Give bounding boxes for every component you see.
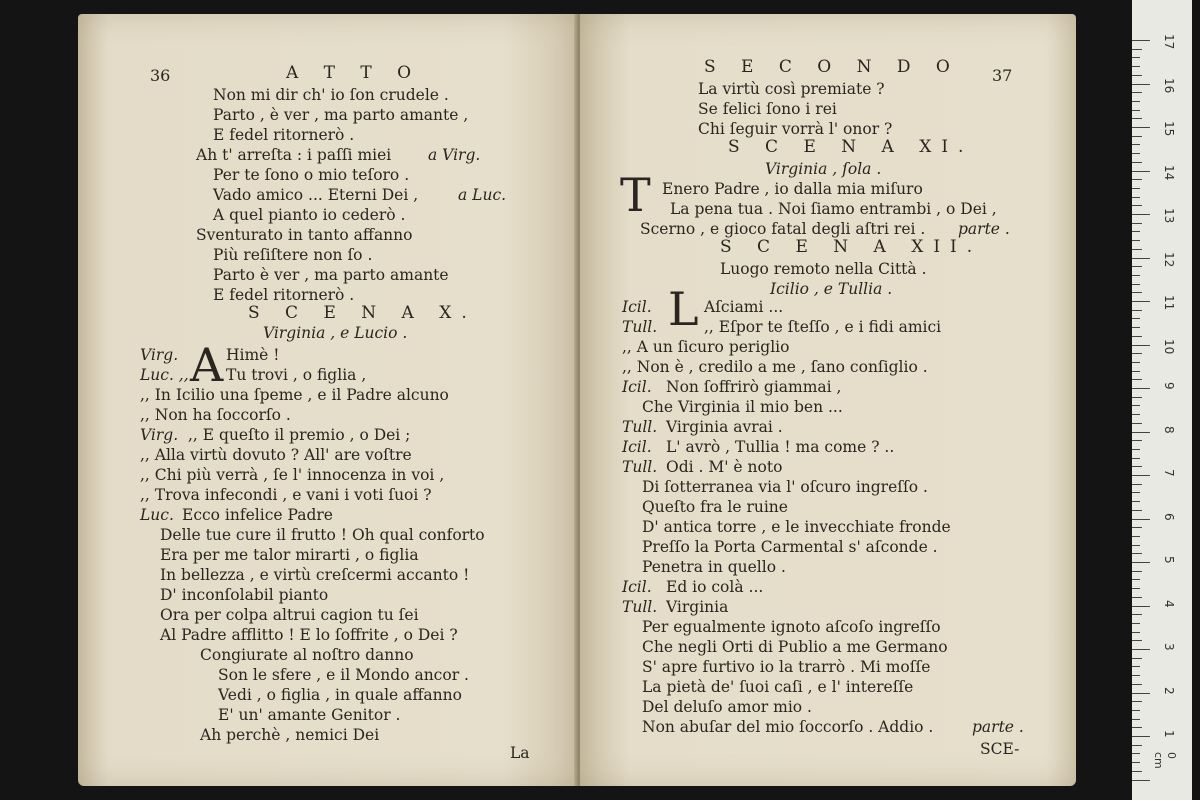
ruler-tick [1132,353,1142,354]
dialogue-line: Non abuſar del mio ſoccorſo . Addio . [642,718,934,736]
ruler-tick [1132,449,1140,450]
ruler-tick [1132,623,1140,624]
ruler-tick [1132,423,1142,424]
ruler-tick [1132,92,1142,93]
dialogue-line: Che negli Orti di Publio a me Germano [642,638,948,656]
dialogue-line: Per egualmente ignoto aſcoſo ingreſſo [642,618,941,636]
stage-direction: a Luc. [458,186,507,204]
ruler-tick [1132,110,1140,111]
dialogue-line: Virginia avrai . [666,418,783,436]
dialogue-line: E' un' amante Genitor . [218,706,401,724]
ruler-tick [1132,745,1142,746]
ruler-tick [1132,40,1150,41]
ruler-unit: 0 cm [1152,752,1178,769]
ruler-tick [1132,397,1142,398]
dialogue-line: D' antica torre , e le invecchiate fronde [642,518,951,536]
ruler-tick [1132,614,1142,615]
speaker: Tull. [622,418,658,436]
dialogue-line: Non ſoffrirò giammai , [666,378,842,396]
stage-direction: a Virg. [428,146,481,164]
open-book [78,14,1078,786]
ruler-tick [1132,762,1140,763]
speaker: Tull. [622,598,658,616]
speaker: Tull. [622,318,658,336]
verse-line: Non mi dir ch' io ſon crudele . [213,86,449,104]
catchword: La [510,744,530,762]
dialogue-line: L' avrò , Tullia ! ma come ? .. [666,438,895,456]
ruler-tick [1132,284,1140,285]
verse-line: La pena tua . Noi ſiamo entrambi , o Dei , [670,200,997,218]
speaker: Icil. [622,378,652,396]
ruler-tick [1132,458,1140,459]
left-page [78,14,578,786]
dialogue-line: Era per me talor mirarti , o figlia [160,546,419,564]
speaker: Icil. [622,298,652,316]
ruler-tick [1132,519,1150,520]
dialogue-line: Tu trovi , o figlia , [226,366,367,384]
verse-line: E fedel ritornerò . [213,286,355,304]
drop-cap: A [190,338,224,392]
ruler-tick [1132,362,1140,363]
ruler-tick [1132,475,1150,476]
ruler-tick [1132,640,1142,641]
ruler-tick [1132,466,1142,467]
ruler-tick [1132,536,1140,537]
ruler-label: 6 [1162,512,1176,521]
verse-line: La virtù così premiate ? [698,80,885,98]
ruler-label: 2 [1162,686,1176,695]
ruler-tick [1132,49,1142,50]
dialogue-line: Congiurate al noſtro danno [200,646,414,664]
ruler-tick [1132,571,1142,572]
speaker: Icil. [622,438,652,456]
ruler-tick [1132,588,1140,589]
ruler-tick [1132,223,1142,224]
dialogue-line: La pietà de' ſuoi caſi , e l' intereſſe [642,678,914,696]
dialogue-line: ,, In Icilio una ſpeme , e il Padre alcuno [140,386,449,404]
catchword: SCE- [980,740,1020,758]
ruler-tick [1132,266,1142,267]
ruler-tick [1132,214,1150,215]
ruler-tick [1132,101,1140,102]
ruler-tick [1132,292,1142,293]
ruler-label: 3 [1162,643,1176,651]
dialogue-line: Penetra in quello . [642,558,786,576]
ruler-tick [1132,57,1140,58]
page-number-left: 36 [150,66,171,85]
ruler-tick [1132,727,1142,728]
right-page [580,14,1076,786]
ruler-tick [1132,719,1140,720]
verse-line: Se felici ſono i rei [698,100,837,118]
ruler-label: 15 [1162,121,1176,137]
ruler-tick [1132,379,1142,380]
ruler-tick [1132,144,1140,145]
ruler-label: 9 [1162,382,1176,390]
dialogue-line: ,, Non è , credilo a me , ſano conſiglio . [622,358,928,376]
ruler-tick [1132,684,1142,685]
running-head-left: A T T O [286,63,422,83]
dialogue-line: ,, A un ſicuro periglio [622,338,790,356]
ruler-tick [1132,501,1140,502]
ruler-tick [1132,301,1150,302]
ruler-tick [1132,771,1142,772]
ruler-tick [1132,179,1142,180]
ruler-tick [1132,188,1140,189]
verse-line: Per te ſono o mio teſoro . [213,166,410,184]
ruler-tick [1132,632,1140,633]
dialogue-line: Queſto fra le ruine [642,498,788,516]
ruler-label: 12 [1162,251,1176,267]
dialogue-line: Aſciami ... [704,298,784,316]
dialogue-line: S' apre furtivo io la trarrò . Mi moſſe [642,658,931,676]
dialogue-line: ,, Chi più verrà , ſe l' innocenza in voi , [140,466,445,484]
ruler-tick [1132,136,1142,137]
ruler-tick [1132,562,1150,563]
dialogue-line: Di ſotterranea via l' oſcuro ingreſſo . [642,478,928,496]
ruler-tick [1132,484,1142,485]
scene-heading: S C E N A X. [248,303,477,323]
ruler-tick [1132,275,1140,276]
dialogue-line: Odi . M' è noto [666,458,783,476]
dialogue-line: Vedi , o figlia , in quale affanno [218,686,462,704]
ruler-tick [1132,231,1140,232]
verse-line: Sventurato in tanto affanno [196,226,413,244]
dialogue-line: Ecco infelice Padre [182,506,333,524]
speaker: Icil. [622,578,652,596]
ruler-tick [1132,171,1150,172]
dialogue-line: Preſſo la Porta Carmental s' aſconde . [642,538,938,556]
ruler-label: 8 [1162,425,1176,434]
ruler-tick [1132,327,1140,328]
ruler-tick [1132,675,1140,676]
ruler-tick [1132,701,1142,702]
ruler-label: 1 [1162,730,1176,738]
dialogue-line: ,, E queſto il premio , o Dei ; [188,426,411,444]
scene-characters: Icilio , e Tullia . [770,280,893,298]
verse-line: Parto è ver , ma parto amante [213,266,449,284]
ruler-tick [1132,75,1142,76]
verse-line: Parto , è ver , ma parto amante , [213,106,469,124]
verse-line: Scerno , e gioco fatal degli aſtri rei . [640,220,926,238]
speaker: Luc. [140,506,174,524]
verse-line: Chi ſeguir vorrà l' onor ? [698,120,893,138]
dialogue-line: ,, Non ha ſoccorſo . [140,406,291,424]
dialogue-line: ,, Alla virtù dovuto ? All' are voſtre [140,446,412,464]
ruler-tick [1132,258,1150,259]
verse-line: Ah t' arreſta : i paſſi miei [196,146,392,164]
ruler-tick [1132,414,1140,415]
ruler-tick [1132,440,1142,441]
dialogue-line: Al Padre afflitto ! E lo ſoffrite , o Dei ? [160,626,458,644]
ruler-tick [1132,127,1150,128]
ruler-tick [1132,345,1150,346]
ruler-tick [1132,666,1140,667]
ruler-tick [1132,240,1140,241]
scene-heading: S C E N A XI. [728,137,974,157]
dialogue-line: Ed io colà ... [666,578,764,596]
stage-direction: parte . [958,220,1010,238]
ruler-tick [1132,162,1142,163]
dialogue-line: Son le sfere , e il Mondo ancor . [218,666,469,684]
ruler-tick [1132,205,1142,206]
ruler-tick [1132,510,1142,511]
verse-line: E fedel ritornerò . [213,126,355,144]
dialogue-line: Virginia [666,598,729,616]
verse-line: Enero Padre , io dalla mia miſuro [662,180,923,198]
ruler-tick [1132,371,1140,372]
ruler-tick [1132,197,1140,198]
speaker: Virg. [140,346,179,364]
running-head-right: S E C O N D O [704,57,960,77]
dialogue-line: Delle tue cure il frutto ! Oh qual conforto [160,526,485,544]
ruler-tick [1132,66,1140,67]
ruler-tick [1132,736,1150,737]
ruler-label: 11 [1162,295,1176,311]
ruler-label: 13 [1162,208,1176,224]
speaker: Virg. [140,426,179,444]
scene-setting: Luogo remoto nella Città . [720,260,927,278]
ruler-tick [1132,658,1142,659]
dialogue-line: Che Virginia il mio ben ... [642,398,843,416]
scene-characters: Virginia , e Lucio . [263,324,408,342]
page-number-right: 37 [992,66,1013,85]
dialogue-line: Himè ! [226,346,280,364]
speaker: Tull. [622,458,658,476]
dialogue-line: D' inconſolabil pianto [160,586,329,604]
ruler-tick [1132,249,1142,250]
ruler-label: 7 [1162,469,1176,477]
ruler-tick [1132,405,1140,406]
verse-line: Vado amico ... Eterni Dei , [213,186,419,204]
ruler-label: 5 [1162,556,1176,564]
dialogue-line: In bellezza , e virtù creſcermi accanto ! [160,566,470,584]
dialogue-line: Ah perchè , nemici Dei [200,726,380,744]
ruler-tick [1132,492,1140,493]
measuring-ruler [1132,0,1192,800]
scene-characters: Virginia , ſola . [765,160,882,178]
ruler-label: 10 [1162,338,1176,354]
ruler-tick [1132,710,1140,711]
dialogue-line: Ora per colpa altrui cagion tu ſei [160,606,419,624]
stage-direction: parte . [972,718,1024,736]
ruler-tick [1132,649,1150,650]
speaker: Luc. ,, [140,366,189,384]
ruler-tick [1132,606,1150,607]
ruler-tick [1132,545,1140,546]
ruler-tick [1132,753,1140,754]
dialogue-line: ,, Trova infecondi , e vani i voti ſuoi ? [140,486,432,504]
ruler-tick [1132,432,1150,433]
ruler-label: 16 [1162,77,1176,93]
ruler-tick [1132,153,1140,154]
ruler-tick [1132,84,1150,85]
scene-heading: S C E N A XII. [720,237,983,257]
verse-line: A quel pianto io cederò . [213,206,406,224]
drop-cap: T [620,168,651,222]
ruler-label: 4 [1162,599,1176,608]
ruler-tick [1132,693,1150,694]
drop-cap: L [668,282,699,336]
ruler-tick [1132,597,1142,598]
ruler-tick [1132,336,1142,337]
ruler-tick [1132,118,1142,119]
ruler-tick [1132,310,1142,311]
ruler-tick [1132,780,1150,781]
ruler-tick [1132,318,1140,319]
ruler-label: 14 [1162,164,1176,180]
dialogue-line: ,, Eſpor te ſteſſo , e i fidi amici [704,318,942,336]
ruler-tick [1132,527,1142,528]
ruler-label: 17 [1162,34,1176,50]
verse-line: Più reſiſtere non ſo . [213,246,373,264]
ruler-tick [1132,579,1140,580]
dialogue-line: Del deluſo amor mio . [642,698,812,716]
ruler-tick [1132,388,1150,389]
ruler-tick [1132,553,1142,554]
